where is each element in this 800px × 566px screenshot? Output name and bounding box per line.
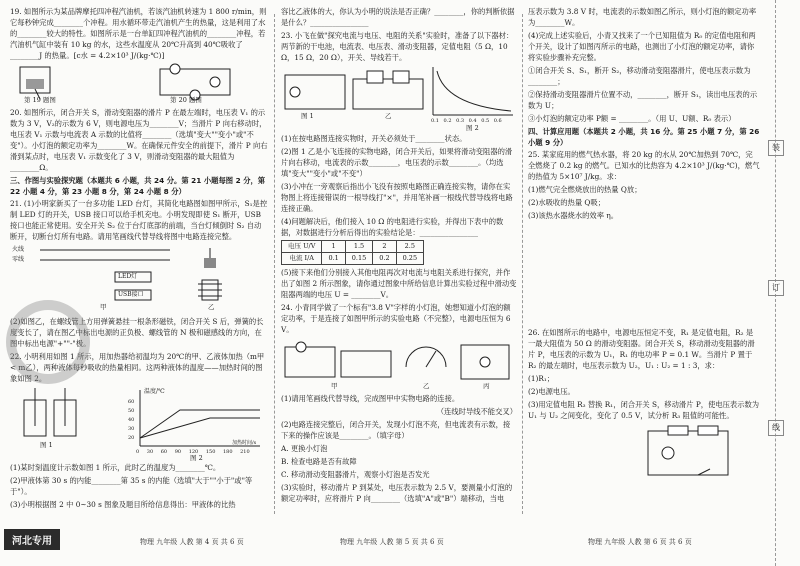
- question-20: 20. 如图所示，闭合开关 S，滑动变阻器的滑片 P 在最左端时，电压表 V₁ 的示数为 3 V，V₂的示数为 6 V，则电源电压为________V；当滑片 P 向右移动时，电压表 V₁ 示数与电流表 A 示数的比值将________（选填"变大""变小"或"不变"）。小灯泡的额定功率为________W。在确保元件安全的前提下，滑片 P 向右滑到某点时，电压表 V₁ 示数变化了 3 V，则滑动变阻器的最大阻值为________Ω。: [10, 108, 268, 172]
- question-24-continued: 压表示数为 3.8 V 时，电流表的示数如图乙所示，则小灯泡的额定功率为________W。: [528, 7, 757, 27]
- binding-mark: 线: [768, 420, 784, 436]
- question-23-c: (3)小冲在一旁观察后指出小飞没有按照电路图正确连接实物，请你在实物图上将连接错误的一根导线打"×"，并用笔补画一根线代替导线将电路连接正确。: [281, 182, 513, 213]
- fig-21a-caption: 甲: [100, 303, 107, 311]
- question-26-a: (1)R₁；: [528, 374, 555, 383]
- fig-23a-caption: 图 1: [301, 112, 314, 120]
- answer-space-25: [528, 223, 760, 327]
- question-23-d: (4)问题解决后，他们接入 10 Ω 的电阻进行实验，并得出下表中的数据，对数据进行分析后得出的实验结论是：________________: [281, 217, 504, 237]
- graph-x-ticks: 0.1 0.2 0.3 0.4 0.5 0.6: [431, 118, 502, 124]
- usb-label: USB接口: [118, 291, 144, 298]
- figure-24: [281, 337, 517, 391]
- question-24-a-note: （连线时导线不能交叉）: [436, 407, 517, 416]
- fig-23b-caption: 图 2: [466, 124, 479, 132]
- question-24-d-step1: ①闭合开关 S、S₁，断开 S₂，移动滑动变阻器滑片，使电压表示数为________；: [528, 66, 751, 86]
- watermark-seal: [6, 300, 90, 384]
- question-25-a: (1)燃气完全燃烧放出的热量 Q放；: [528, 185, 642, 194]
- circuit-26: [528, 423, 760, 483]
- question-21: 21. (1)小明家新买了一台多功能 LED 台灯，其简化电路图如图甲所示，S₁是控制 LED 灯的开关，USB 接口可以给手机充电。小明发现即使 S₁ 断开，USB 接口也能正常使用。安全开关 S₂ 位于台灯底部的前端，当台灯倾倒时 S₂ 自动断开，切断台灯所有电路。请用笔画线代替导线将图中电路连接完整。: [10, 199, 268, 241]
- zero-wire-label: 零线: [12, 256, 25, 263]
- temp-ticks: 60 50 40 30 20: [128, 399, 135, 441]
- question-24-d-step2: ②保持滑动变阻器滑片位置不动，________，断开 S₁，读出电压表的示数为 U；: [528, 90, 758, 110]
- fig-24b-caption: 乙: [423, 382, 430, 390]
- question-24-a: (1)请用笔画线代替导线，完成图甲中实物电路的连接。: [281, 394, 460, 403]
- question-23-b: (2)图 1 乙是小飞连接的实物电路，闭合开关后，如果将滑动变阻器的滑片向右移动，电流表的示数________，电压表的示数________。（均选填"变大""变小"或"不变"）: [281, 147, 513, 178]
- fig-19-caption: 第 19 题图: [24, 96, 56, 104]
- column-divider: [522, 14, 523, 514]
- fig-22b-caption: 图 2: [190, 454, 203, 462]
- question-23-e: (5)接下来他们分别接入其他电阻再次对电流与电阻关系进行探究，并作出了如图 2 所示图象，请你通过图象中所给信息计算出实验过程中滑动变阻器两端的电压 U = ________V。: [281, 268, 517, 299]
- question-22: 22. 小明利用如图 1 所示，用加热器给初温均为 20℃的甲、乙液体加热（m甲 < m乙），两种液体每秒吸收的热量相同。这两种液体的温度——加热时间的图象如图 2。: [10, 352, 265, 383]
- column-1: [10, 6, 268, 512]
- figure-22: [10, 386, 268, 460]
- question-24-c: (3)实验时，移动滑片 P 到某处，电压表示数为 2.5 V，要测量小灯泡的额定功率时，应将滑片 P 向________（选填"A"或"B"）端移动，当电: [281, 483, 513, 503]
- question-24-d: (4)完成上述实验后，小青又找来了一个已知阻值为 R₀ 的定值电阻和两个开关，设计了如图丙所示的电路，也测出了小灯泡的额定功率，请你将实验步骤补充完整。: [528, 31, 756, 62]
- question-25: 25. 某家庭用的燃气热水器，将 20 kg 的水从 20℃加热到 70℃，完全燃烧了 0.2 kg 的燃气。已知水的比热容为 4.2×10³ J/(kg·℃)，燃气的热值为 5×10⁷ J/kg。求：: [528, 150, 760, 181]
- lamp-circuit-24: [281, 337, 517, 391]
- question-25-b: (2)水吸收的热量 Q吸；: [528, 198, 606, 207]
- table-row: 电流 I/A 0.1 0.15 0.2 0.25: [282, 253, 424, 265]
- fig-22a-caption: 图 1: [40, 441, 53, 449]
- table-row: 电压 U/V 1 1.5 2 2.5: [282, 241, 424, 253]
- column-2: [281, 6, 517, 506]
- question-22-continued: 容比乙液体的大，你认为小明的说法是否正确？________，你的判断依据是什么？________________: [281, 7, 515, 27]
- time-axis-label: 加热时间/s: [232, 440, 257, 446]
- question-22-a: (1)某时刻温度计示数如图 1 所示，此时乙的温度为________℃。: [10, 463, 221, 472]
- temp-axis-label: 温度/℃: [144, 388, 165, 395]
- question-19: 19. 如图所示为某品牌摩托四冲程汽油机，若该汽油机转速为 1 800 r/min，则它每秒钟完成________个冲程。用水循环带走汽油机产生的热量，这是利用了水的________较大的特性。如图所示是一台单缸四冲程汽油机的________冲程，若汽油机气缸中装有 10 kg 的水，这些水温度从 20℃升高到 40℃吸收了________J 的热量。[c水 = 4.2×10³ J/(kg·℃)]: [10, 7, 267, 60]
- page-footer-4: 物理 九年级 人教 第 4 页 共 6 页: [140, 538, 244, 546]
- region-tag: 河北专用: [4, 529, 60, 550]
- page-footer-5: 物理 九年级 人教 第 5 页 共 6 页: [340, 538, 444, 546]
- question-22-b: (2)甲液体第 30 s 的内能________第 35 s 的内能（选填"大于""小于"或"等于"）。: [10, 476, 253, 496]
- time-ticks: 0 30 60 90 120 150 180 210: [136, 449, 250, 455]
- section-4-heading: 四、计算应用题（本题共 2 小题，共 16 分。第 25 小题 7 分，第 26 小题 9 分）: [528, 127, 760, 147]
- option-a: A. 更换小灯泡: [281, 444, 328, 453]
- engine-piston: [26, 79, 44, 89]
- led-label: LED灯: [118, 273, 138, 280]
- figure-23: [281, 65, 517, 131]
- question-26-b: (2)电源电压。: [528, 387, 575, 396]
- question-26: 26. 在如图所示的电路中，电源电压恒定不变，R₁ 是定值电阻，R₂ 是一最大阻值为 50 Ω 的滑动变阻器。闭合开关 S，移动滑动变阻器的滑片 P，电压表的示数为 U₁，R₁ 的电功率 P = 0.1 W。当滑片 P 置于 R₂ 的最左端时，电压表示数为 U₂，U₁ : U₂ = 1 : 3，求：: [528, 328, 755, 370]
- fig-21b-caption: 乙: [208, 303, 215, 311]
- fig-24a-caption: 甲: [331, 382, 338, 390]
- fig-23c-caption: 乙: [385, 112, 392, 120]
- section-3-heading: 三、作图与实验探究题（本题共 6 小题，共 24 分。第 21 小题每图 2 分，第 22 小题 4 分，第 23 小题 8 分，第 24 小题 8 分）: [10, 176, 266, 196]
- data-table: [281, 240, 424, 265]
- question-22-c: (3)小明根据图 2 中 0~30 s 图象及题目所给信息得出：甲液体的比热: [10, 500, 236, 509]
- question-23-a: (1)在按电路图连接实物时，开关必须处于________状态。: [281, 134, 467, 143]
- question-24-b: (2)电路连接完整后，闭合开关，发现小灯泡不亮，但电流表有示数，接下来的操作应该是________。（填字母）: [281, 420, 511, 440]
- column-3: [528, 6, 760, 485]
- page-footer-6: 物理 九年级 人教 第 6 页 共 6 页: [588, 538, 692, 546]
- question-23: 23. 小飞在做"探究电流与电压、电阻的关系"实验时，准备了以下器材：两节新的干电池，电流表、电压表、滑动变阻器，定值电阻（5 Ω，10 Ω，15 Ω，20 Ω），开关、导线若干。: [281, 31, 514, 62]
- fire-wire-label: 火线: [12, 246, 25, 253]
- column-divider: [274, 14, 275, 514]
- fig-20-caption: 第 20 题图: [170, 96, 202, 104]
- question-25-c: (3)该热水器烧水的效率 η。: [528, 211, 618, 220]
- question-21-part2: (2)如图乙，在螺线管上方用弹簧悬挂一根条形磁铁，闭合开关 S 后，弹簧的长度变长了，请在图乙中标出电源的正负极、螺线管的 N 极和磁感线的方向，在图中标出电源"+""-"极。: [10, 317, 264, 348]
- question-24-d-step3: ③小灯泡的额定功率 P额 = ________。（用 U、U额、R₀ 表示）: [528, 114, 736, 123]
- binding-mark: 装: [768, 140, 784, 156]
- figure-26: [528, 423, 760, 483]
- question-26-c: (3)用定值电阻 R₃ 替换 R₁，闭合开关 S，移动滑片 P，使电压表示数为 U₁ 与 U₂ 之间变化，变化了 0.5 V，试分析 R₃ 阻值的可能性。: [528, 400, 760, 420]
- option-b: B. 检查电路是否有故障: [281, 457, 357, 466]
- question-24: 24. 小青同学做了一个标有"3.8 V"字样的小灯泡，她想知道小灯泡的额定功率，于是连接了如图甲所示的实验电路（不完整），电源电压恒为 6 V。: [281, 303, 511, 334]
- binding-mark: 订: [768, 280, 784, 296]
- figure-19-20: [10, 63, 268, 105]
- option-c: C. 移动滑动变阻器滑片，观察小灯泡是否发光: [281, 470, 430, 479]
- fig-24c-caption: 丙: [483, 382, 490, 390]
